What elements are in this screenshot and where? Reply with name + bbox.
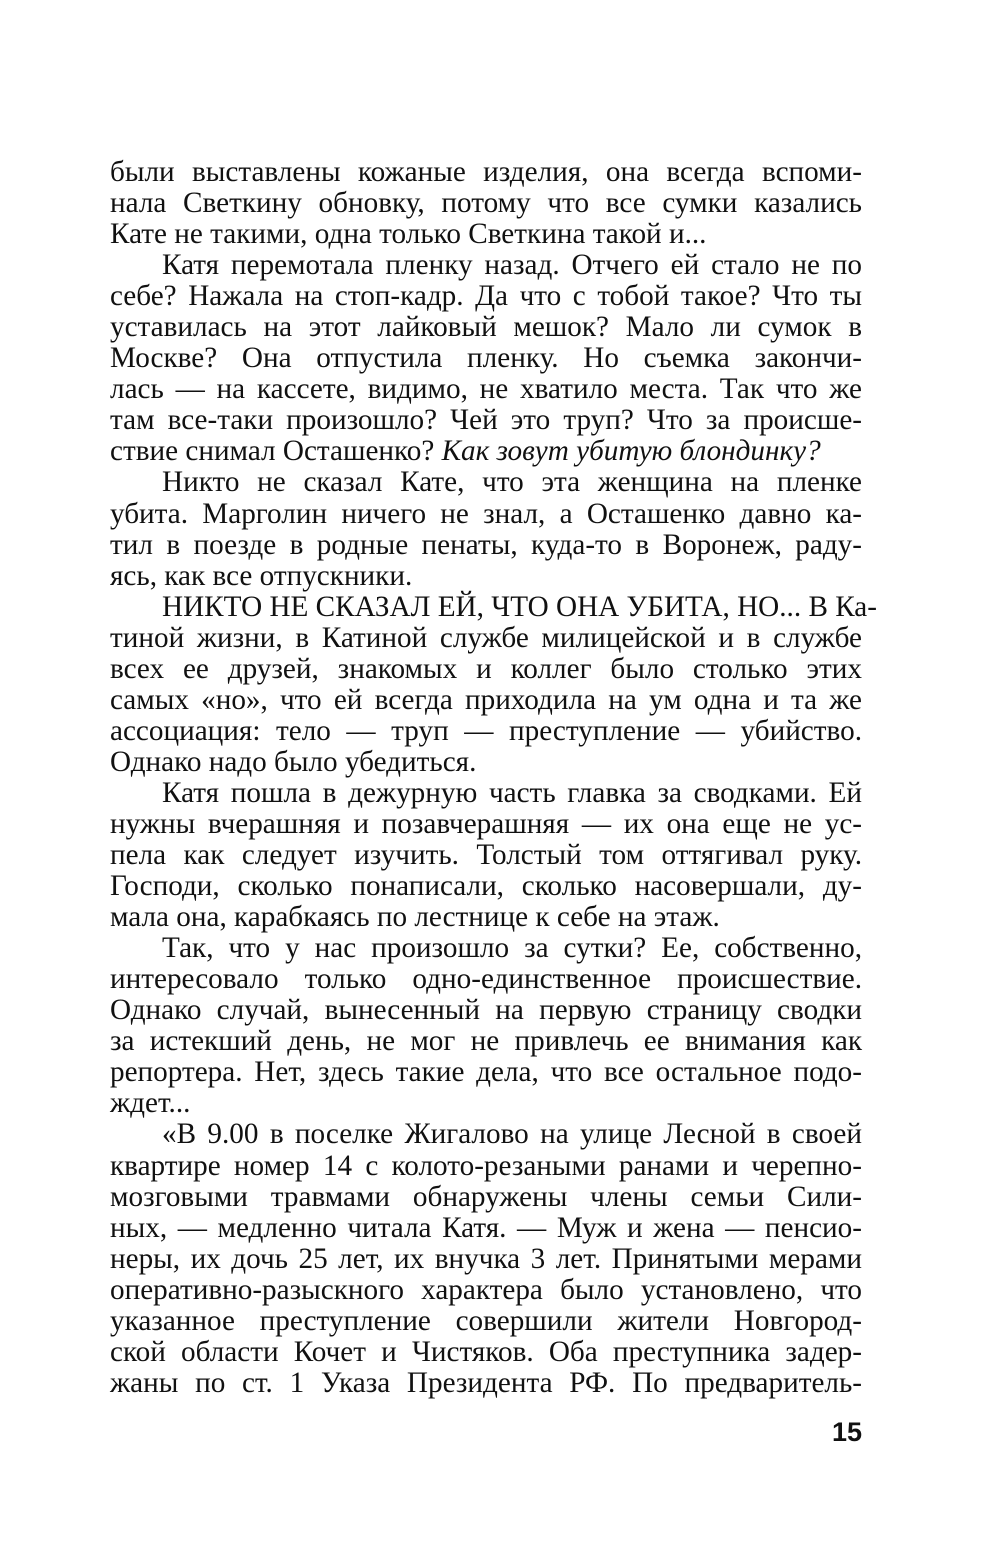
text-segment: ствие снимал Осташенко?: [110, 435, 435, 468]
page-number: 15: [831, 1417, 862, 1447]
text-line: Однако надо было убедиться.: [110, 745, 477, 778]
text-line: ных, — медленно читала Катя. — Муж и жена — пенсио-: [110, 1211, 862, 1244]
text-line-with-italic: [110, 436, 862, 467]
paragraph-start-line: Катя пошла в дежурную часть главка за сводками. Ей: [162, 776, 862, 809]
text-line: жаны по ст. 1 Указа Президента РФ. По предваритель-: [110, 1366, 862, 1399]
text-line: Кате не такими, одна только Светкина такой и...: [110, 218, 707, 251]
text-line: нужны вчерашняя и позавчерашняя — их она еще не ус-: [110, 807, 862, 840]
italic-question: Как зовут убитую блондинку?: [441, 435, 821, 468]
text-line: мозговыми травмами обнаружены члены семьи Сили-: [110, 1180, 862, 1213]
text-line: оперативно-разыскного характера было установлено, что: [110, 1273, 862, 1306]
text-line: всех ее друзей, знакомых и коллег было столько этих: [110, 652, 862, 685]
text-line: ясь, как все отпускники.: [110, 559, 413, 592]
text-line: там все-таки произошло? Чей это труп? Что за происше-: [110, 404, 862, 437]
text-line: за истекший день, не мог не привлечь ее внимания как: [110, 1025, 862, 1058]
paragraph-start-line: НИКТО НЕ СКАЗАЛ ЕЙ, ЧТО ОНА УБИТА, НО... В Ка-: [162, 590, 877, 623]
text-line: уставилась на этот лайковый мешок? Мало ли сумок в: [110, 311, 862, 344]
text-line: тил в поезде в родные пенаты, куда-то в Воронеж, раду-: [110, 528, 862, 561]
paragraph-start-line: Катя перемотала пленку назад. Отчего ей стало не по: [162, 249, 862, 282]
text-line: неры, их дочь 25 лет, их внучка 3 лет. Принятыми мерами: [110, 1242, 862, 1275]
text-line: репортера. Нет, здесь такие дела, что все остальное подо-: [110, 1056, 862, 1089]
text-line: пела как следует изучить. Толстый том оттягивал руку.: [110, 839, 862, 872]
text-line: ской области Кочет и Чистяков. Оба преступника задер-: [110, 1335, 862, 1368]
body-text: [110, 156, 877, 1399]
text-line: самых «но», что ей всегда приходила на ум одна и та же: [110, 683, 862, 716]
text-line: убита. Марголин ничего не знал, а Осташенко давно ка-: [110, 497, 862, 530]
text-line: квартире номер 14 с колото-резаными ранами и черепно-: [110, 1149, 862, 1182]
text-line: себе? Нажала на стоп-кадр. Да что с тобой такое? Что ты: [110, 280, 862, 313]
text-line: интересовало только одно-единственное происшествие.: [110, 963, 862, 996]
paragraph-start-line: Так, что у нас произошло за сутки? Ее, собственно,: [162, 932, 862, 965]
text-line: указанное преступление совершили жители Новгород-: [110, 1304, 862, 1337]
text-line: были выставлены кожаные изделия, она всегда вспоми-: [110, 156, 862, 188]
paragraph-start-line: Никто не сказал Кате, что эта женщина на пленке: [162, 466, 862, 499]
text-line: Господи, сколько понаписали, сколько насовершали, ду-: [110, 870, 862, 903]
text-line: Москве? Она отпустила пленку. Но съемка закончи-: [110, 342, 862, 375]
text-line: тиной жизни, в Катиной службе милицейской и в службе: [110, 621, 862, 654]
text-line: мала она, карабкаясь по лестнице к себе на этаж.: [110, 901, 720, 934]
text-line: нала Светкину обновку, потому что все сумки казались: [110, 187, 862, 220]
text-line: ассоциация: тело — труп — преступление — убийство.: [110, 714, 862, 747]
paragraph-start-line: «В 9.00 в поселке Жигалово на улице Лесной в своей: [162, 1118, 862, 1151]
text-line: Однако случай, вынесенный на первую страницу сводки: [110, 994, 862, 1027]
text-line: лась — на кассете, видимо, не хватило места. Так что же: [110, 373, 862, 406]
text-line: ждет...: [110, 1087, 191, 1120]
